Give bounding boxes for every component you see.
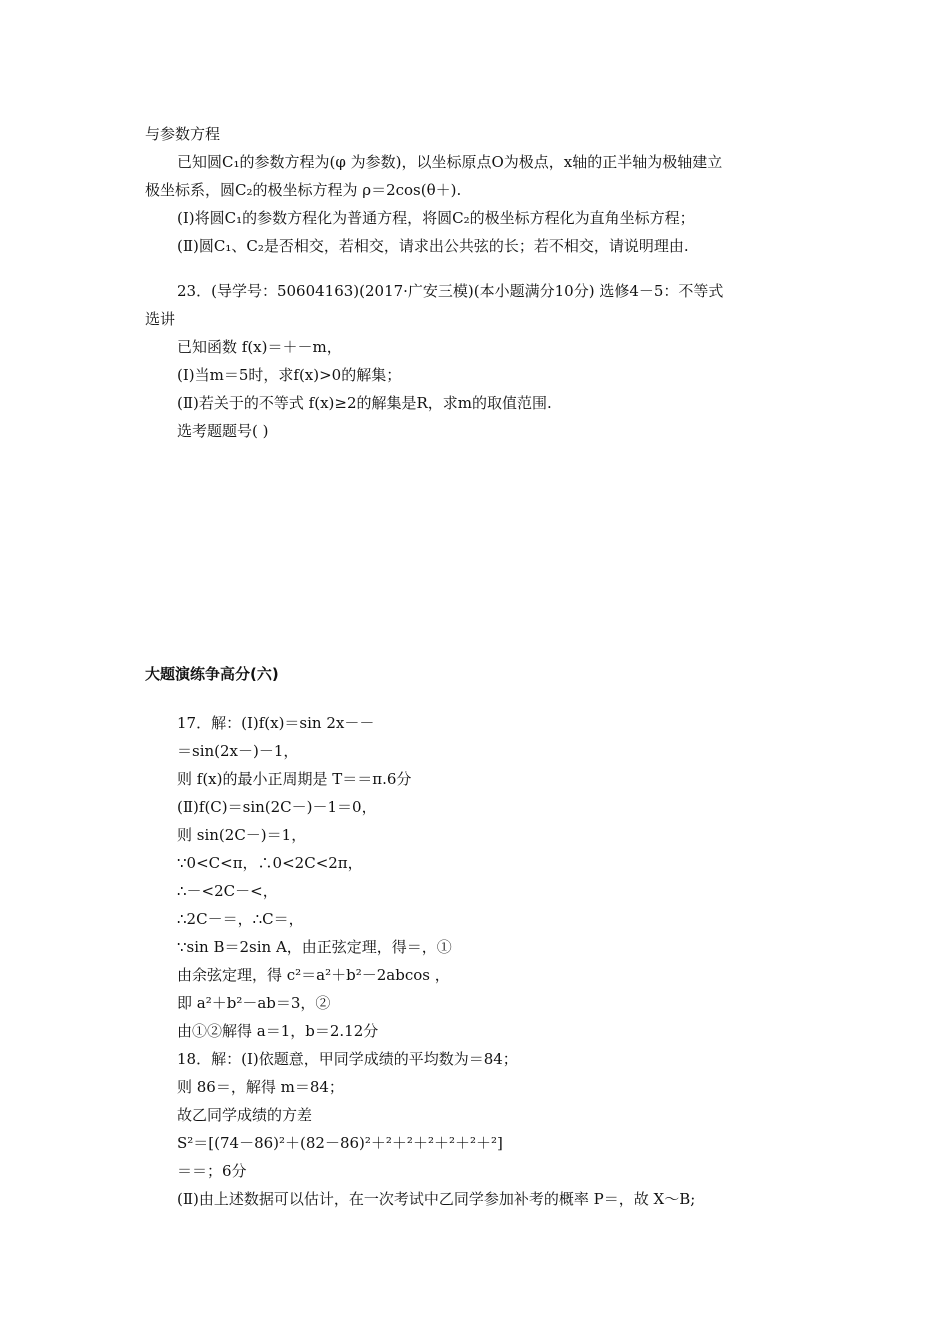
problem23-line: 选考题题号( ) [177,422,269,440]
answer-line: 由余弦定理，得 c²＝a²＋b²－2abcos ， [177,966,450,984]
answers-heading: 大题演练争高分(六) [145,665,279,683]
problem23-line: 已知函数 f(x)＝＋－m， [177,338,342,356]
section1-line: (Ⅰ)将圆C₁的参数方程化为普通方程，将圆C₂的极坐标方程化为直角坐标方程； [177,209,695,227]
answer-line: 则 86＝，解得 m＝84； [177,1078,344,1096]
problem23-line: (Ⅰ)当m＝5时，求f(x)>0的解集； [177,366,402,384]
answer-line: ∴－<2C－<， [177,882,278,900]
section1-line: 已知圆C₁的参数方程为(φ 为参数)，以坐标原点O为极点，x轴的正半轴为极轴建立 [177,153,723,171]
answer-line: 由①②解得 a＝1，b＝2.12分 [177,1022,379,1040]
answer-line: (Ⅱ)由上述数据可以估计，在一次考试中乙同学参加补考的概率 P＝，故 X～B; [177,1190,696,1208]
answer-line: 即 a²＋b²－ab＝3，② [177,994,331,1012]
answer-line: S²＝[(74－86)²＋(82－86)²＋²＋²＋²＋²＋²＋²] [177,1134,503,1152]
answer-line: 18．解：(Ⅰ)依题意，甲同学成绩的平均数为＝84； [177,1050,518,1068]
section1-heading: 与参数方程 [145,125,221,143]
answer-line: ∴2C－＝，∴C＝， [177,910,304,928]
section1-line: (Ⅱ)圆C₁、C₂是否相交，若相交，请求出公共弦的长；若不相交，请说明理由. [177,237,689,255]
answer-line: ＝＝；6分 [177,1162,247,1180]
answer-line: (Ⅱ)f(C)＝sin(2C－)－1＝0， [177,798,377,816]
answer-line: 则 f(x)的最小正周期是 T＝＝π.6分 [177,770,412,788]
problem23-title-cont: 选讲 [145,310,176,328]
answer-line: ∵0<C<π，∴0<2C<2π， [177,854,363,872]
answer-line: 故乙同学成绩的方差 [177,1106,313,1124]
problem23-line: (Ⅱ)若关于的不等式 f(x)≥2的解集是R，求m的取值范围. [177,394,552,412]
answer-line: ∵sin B＝2sin A，由正弦定理，得＝，① [177,938,452,956]
section1-line: 极坐标系，圆C₂的极坐标方程为 ρ＝2cos(θ＋). [145,181,462,199]
answer-line: 17．解：(Ⅰ)f(x)＝sin 2x－－ [177,714,375,732]
problem23-title: 23．(导学号：50604163)(2017·广安三模)(本小题满分10分) 选修4－5：不等式 [177,282,724,300]
answer-line: ＝sin(2x－)－1， [177,742,299,760]
answer-line: 则 sin(2C－)＝1， [177,826,307,844]
